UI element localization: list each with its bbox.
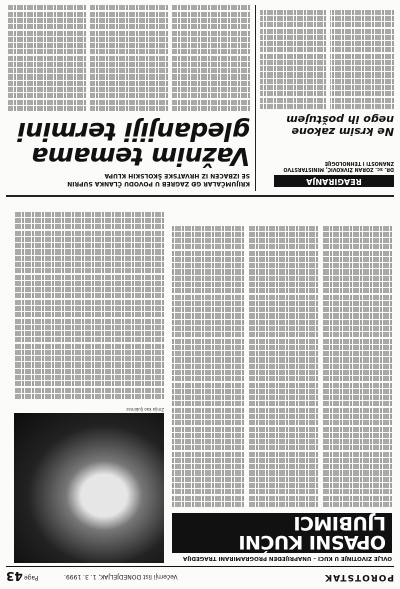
side-story-byline: DR. sc. ZORAN ŽIVKOVIĆ, MINISTARSTVO ZNANOSTI I TEHNOLOGIJE bbox=[283, 160, 394, 171]
bottom-story-headline: Važnim temama gledanjiji termini bbox=[17, 117, 250, 171]
brand-name: POROTSTAK bbox=[324, 572, 394, 582]
page-label: Page bbox=[24, 574, 39, 581]
top-story-column-4 bbox=[14, 204, 164, 399]
horizontal-rule bbox=[6, 196, 394, 198]
publication-date: Večernji list DONEDJELJAK, 1. 3. 1999. bbox=[64, 573, 178, 580]
top-story-kicker: OVLJE ZIVOTINJE U KUCI – UNAPRIJEĐEN PROGRAMIRANI TRAGEDIJA bbox=[183, 555, 392, 561]
top-story-column-3 bbox=[172, 207, 244, 507]
bottom-story-kicker: KRIJUMČALAR GĐ ZAGREB U POVODU ČLANKA SUPRIN bbox=[67, 180, 250, 187]
vertical-rule bbox=[255, 5, 256, 191]
snake-photo bbox=[14, 413, 164, 563]
side-story-column-1 bbox=[330, 5, 394, 109]
section-tag: REAGIRANJA bbox=[274, 175, 394, 187]
side-story-headline: Ne krsim zakone nego ih poštujem bbox=[286, 113, 394, 138]
top-story-column-1 bbox=[322, 207, 392, 507]
bottom-story-column-2 bbox=[90, 5, 168, 111]
bottom-story-column-3 bbox=[8, 5, 86, 111]
top-story-column-2 bbox=[248, 207, 318, 507]
side-story-column-2 bbox=[260, 5, 326, 109]
bottom-story-column-1 bbox=[172, 5, 250, 111]
bottom-story-kicker-2: SE IZBACEN IZ HRVATSKE ŠKOLSKIH KLUPA bbox=[104, 172, 250, 179]
page-number: 43 bbox=[6, 569, 23, 583]
top-story-headline: OPASNI KUĆNI LJUBIMCI bbox=[172, 513, 392, 553]
photo-caption: Zmija kao ljubimac bbox=[126, 407, 164, 412]
page-header bbox=[6, 566, 394, 583]
